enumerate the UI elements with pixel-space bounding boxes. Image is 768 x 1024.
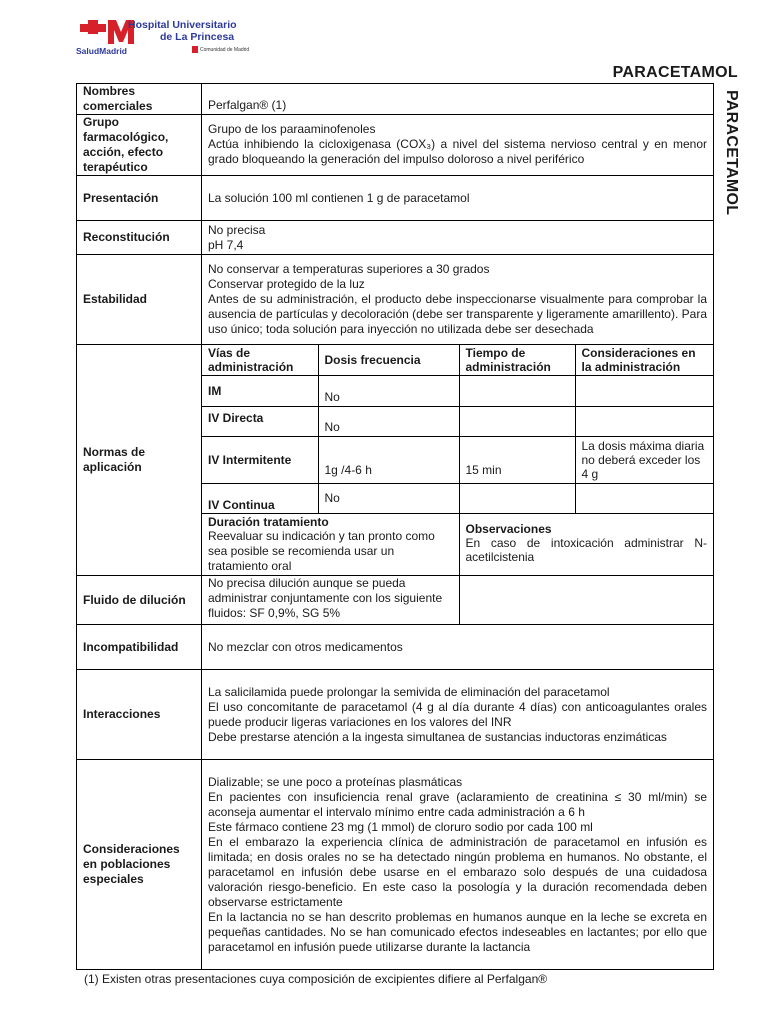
value-fluido: No precisa dilución aunque se pueda administrar conjuntamente con los siguiente fluidos: SF 0,9%, SG 5% [202,576,459,624]
row-fluido [77,576,714,625]
header-vias: Vías de administración [202,345,318,375]
via-dosis: 1g /4-6 h [318,436,459,483]
label-presentacion: Presentación [77,176,202,221]
observaciones-cell [459,513,713,575]
label-interacciones: Interacciones [77,670,202,760]
value-reconstitucion [202,221,714,255]
value-incompatibilidad: No mezclar con otros medicamentos [202,625,714,670]
reconstitucion-line1: No precisa [208,222,266,237]
row-grupo [77,115,714,176]
row-interacciones [77,670,714,760]
row-normas [77,345,714,576]
via-row [202,375,713,406]
row-estabilidad [77,255,714,345]
normas-footer-row [202,513,713,575]
value-fluido-wrap [202,576,714,625]
side-title-text: PARACETAMOL [723,90,740,216]
normas-header-row [202,345,713,375]
via-consideraciones [575,406,713,436]
comunidad-label: Comunidad de Madrid [200,47,250,53]
value-nombres: Perfalgan® (1) [202,84,714,115]
footnote: (1) Existen otras presentaciones cuya composición de excipientes difiere al Perfalgan® [84,972,548,986]
comunidad-flag-icon [192,46,198,53]
label-reconstitucion: Reconstitución [77,221,202,255]
value-consideraciones [202,760,714,970]
via-consideraciones: La dosis máxima diaria no deberá exceder los 4 g [575,436,713,483]
value-grupo [202,115,714,176]
salud-madrid-label: SaludMadrid [76,46,128,56]
hospital-name-line1: Hospital Universitario [128,19,237,31]
via-tiempo [459,483,575,513]
duracion-title: Duración tratamiento [208,514,329,529]
grupo-line1: Grupo de los paraaminofenoles [208,122,376,136]
via-dosis: No [318,483,459,513]
normas-subtable [202,345,713,575]
consideraciones-line3: Este fármaco contiene 23 mg (1 mmol) de cloruro sodio por cada 100 ml [208,819,593,834]
consideraciones-line2: En pacientes con insuficiencia renal grave (aclaramiento de creatinina ≤ 30 ml/min) se aconseja aumentar el intervalo mínimo entre cada administración a 6 h [208,789,707,819]
row-incompatibilidad [77,625,714,670]
via-tiempo [459,375,575,406]
via-row [202,436,713,483]
observaciones-title: Observaciones [465,521,552,536]
interacciones-line1: La salicilamida puede prolongar la semivida de eliminación del paracetamol [208,684,610,699]
label-fluido: Fluido de dilución [77,576,202,625]
header-consideraciones: Consideraciones en la administración [575,345,713,375]
drug-info-table [76,83,714,970]
value-presentacion: La solución 100 ml contienen 1 g de paracetamol [202,176,714,221]
header-tiempo: Tiempo de administración [459,345,575,375]
via-consideraciones [575,375,713,406]
side-title [722,90,742,240]
value-interacciones [202,670,714,760]
reconstitucion-line2: pH 7,4 [208,237,244,252]
via-tiempo: 15 min [459,436,575,483]
via-name: IM [202,375,318,406]
duracion-cell [202,513,459,575]
fluido-empty-cell [459,576,713,624]
header-dosis: Dosis frecuencia [318,345,459,375]
label-consideraciones: Consideraciones en poblaciones especiales [77,760,202,970]
via-name: IV Continua [202,483,318,513]
consideraciones-line1: Dializable; se une poco a proteínas plasmáticas [208,774,463,789]
fluido-subtable [202,576,713,624]
estabilidad-line3: Antes de su administración, el producto debe inspeccionarse visualmente para comprobar la ausencia de partículas y decoloración (debe ser transparente y ligeramente amarillento). Para uso único; toda solución para inyección no utilizada debe ser desechada [208,292,707,336]
via-tiempo [459,406,575,436]
via-dosis: No [318,375,459,406]
observaciones-text: En caso de intoxicación administrar N-acetilcistenia [465,535,707,564]
value-normas [202,345,714,576]
estabilidad-line1: No conservar a temperaturas superiores a 30 grados [208,262,490,276]
interacciones-line3: Debe prestarse atención a la ingesta simultanea de sustancias inductoras enzimáticas [208,729,667,744]
label-estabilidad: Estabilidad [77,255,202,345]
duracion-text: Reevaluar su indicación y tan pronto como sea posible se recomienda usar un tratamiento oral [208,528,435,573]
consideraciones-line5: En la lactancia no se han descrito problemas en humanos aunque en la leche se excreta en pequeñas cantidades. No se han comunicado efectos indeseables en lactantes; por ello que paracetamol en infusión puede utilizarse durante la lactancia [208,909,707,954]
via-name: IV Directa [202,406,318,436]
via-row [202,483,713,513]
row-presentacion [77,176,714,221]
via-consideraciones [575,483,713,513]
page-title: PARACETAMOL [612,64,738,81]
grupo-line2: Actúa inhibiendo la cicloxigenasa (COX₃) a nivel del sistema nervioso central y en menor grado bloqueando la generación del impulso doloroso a nivel periférico [208,137,707,166]
hospital-name-line2: de La Princesa [160,31,235,43]
via-row [202,406,713,436]
label-normas: Normas de aplicación [77,345,202,576]
estabilidad-line2: Conservar protegido de la luz [208,277,365,291]
row-nombres [77,84,714,115]
interacciones-line2: El uso concomitante de paracetamol (4 g al día durante 4 días) con anticoagulantes orales puede producir ligeras variaciones en los valores del INR [208,699,707,729]
label-incompatibilidad: Incompatibilidad [77,625,202,670]
row-reconstitucion [77,221,714,255]
label-grupo: Grupo farmacológico, acción, efecto terapéutico [77,115,202,176]
row-consideraciones [77,760,714,970]
consideraciones-line4: En el embarazo la experiencia clínica de administración de paracetamol en infusión es limitada; en dosis orales no se ha detectado ningún problema en humanos. No obstante, el paracetamol en infusión debe usarse en el embarazo solo después de una cuidadosa valoración riesgo-beneficio. En este caso la posología y la duración recomendada deben observarse estrictamente [208,834,707,909]
via-name: IV Intermitente [202,436,318,483]
label-nombres: Nombres comerciales [77,84,202,115]
via-dosis: No [318,406,459,436]
value-estabilidad [202,255,714,345]
